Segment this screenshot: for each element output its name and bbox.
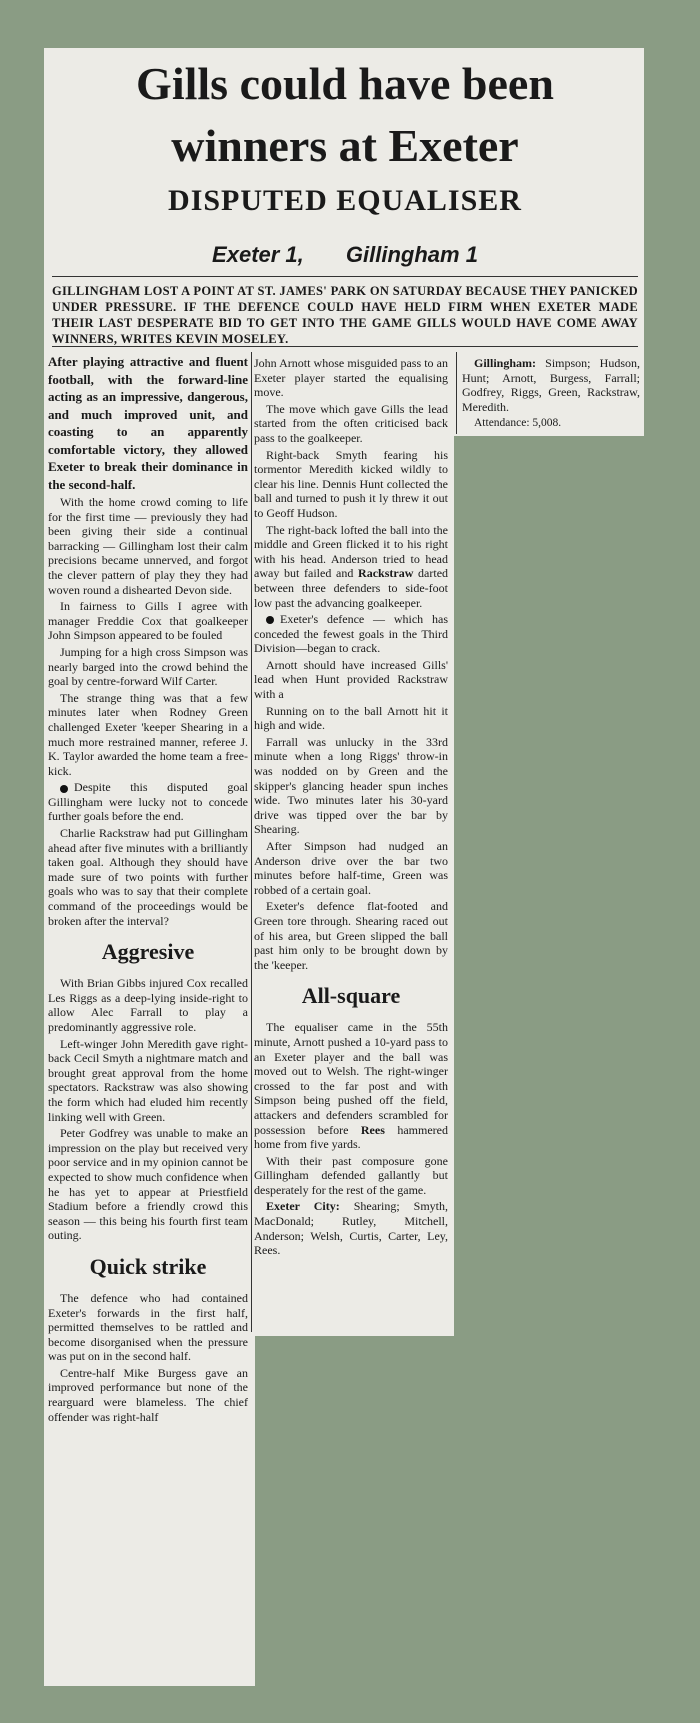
score-line — [50, 242, 640, 268]
paragraph: The right-back lofted the ball into the middle and Green flicked it to his right with his head. Anderson tried to head away but failed and Rackstraw darted between three defenders to side-foot low past the advancing goalkeeper. — [254, 522, 449, 610]
bullet-icon — [60, 785, 68, 793]
paragraph: Charlie Rackstraw had put Gillingham ahead after five minutes with a brilliantly taken goal. Although they should have made sure of two points with further goals who was to say that their complete command of the proceedings would be broken after the interval? — [48, 826, 248, 928]
lead-paragraph: After playing attractive and fluent football, with the forward-line acting as an impressive, dangerous, and much improved unit, and coasting to an apparently comfortable victory, they allowed Exeter to break their dominance in the second-half. — [48, 354, 248, 492]
headline-line-2: winners at Exeter — [171, 120, 519, 171]
article-column-1 — [48, 353, 248, 1426]
paragraph: Right-back Smyth fearing his tormentor Meredith kicked wildly to clear his line. Dennis Hunt collected the ball and turned to push it ly threw it out to Geoff Hudson. — [254, 447, 448, 520]
headline-line-1: Gills could have been — [136, 58, 554, 109]
score-home: Exeter 1, — [212, 242, 304, 267]
paragraph: The defence who had contained Exeter's forwards in the first half, permitted themselves to be rattled and become disorganised when the pressure was put on in the second half. — [48, 1290, 248, 1364]
score-away: Gillingham 1 — [345, 242, 478, 267]
subheadline: DISPUTED EQUALISER — [168, 184, 522, 217]
paragraph: The move which gave Gills the lead started from the often criticised back pass to the goalkeeper. — [254, 401, 448, 445]
article-column-2 — [254, 356, 448, 1260]
bullet-paragraph: Despite this disputed goal Gillingham were lucky not to concede further goals before the end. — [48, 780, 248, 824]
paragraph: Centre-half Mike Burgess gave an improved performance but none of the rearguard were blameless. The chief offender was right-half — [48, 1365, 248, 1424]
paragraph: Peter Godfrey was unable to make an impression on the play but received very poor service and in my opinion cannot be expected to show much confidence when he has yet to appear at Priestfield Stadium before a friendly crowd this season — this being his fourth first team outing. — [48, 1126, 248, 1243]
paragraph: With the home crowd coming to life for the first time — previously they had been giving their side a continual barracking — Gillingham lost their calm precisions became unnerved, and forgot the clever pattern of play they they had woven round a dishearted Devon side. — [48, 495, 248, 597]
player-name: Rackstraw — [358, 566, 414, 581]
bullet-icon — [266, 616, 274, 624]
article-column-3 — [462, 356, 640, 433]
paragraph: Exeter's defence flat-footed and Green tore through. Shearing raced out of his area, but Green slipped the ball past him only to be brought down by the 'keeper. — [254, 899, 448, 972]
section-heading-all-square: All-square — [301, 983, 401, 1009]
paragraph: With their past composure gone Gillingham defended gallantly but desperately for the rest of the game. — [254, 1153, 448, 1197]
intro-paragraph: GILLINGHAM LOST A POINT AT ST. JAMES' PARK ON SATURDAY BECAUSE THEY PANICKED UNDER PRESSURE. IF THE DEFENCE COULD HAVE HELD FIRM WHEN EXETER MADE THEIR LAST DESPERATE BID TO GET INTO THE GAME GILLS WOULD HAVE COME AWAY WINNERS, WRITES KEVIN MOSELEY. — [52, 284, 638, 346]
section-heading-aggresive: Aggresive — [101, 939, 195, 965]
paragraph: John Arnott whose misguided pass to an Exeter player started the equalising move. — [254, 356, 448, 400]
paragraph: Jumping for a high cross Simpson was nearly barged into the crowd behind the goal by centre-forward Wilf Carter. — [48, 644, 248, 689]
section-heading-quick-strike: Quick strike — [89, 1253, 207, 1279]
paragraph: The strange thing was that a few minutes later when Rodney Green challenged Exeter 'keeper Shearing in a much more restrained manner, referee J. K. Taylor awarded the home team a free-kick. — [48, 690, 248, 778]
player-name: Rees — [360, 1122, 385, 1137]
paragraph: Farrall was unlucky in the 33rd minute when a long Riggs' throw-in was nodded on by Green and the skipper's glancing header spun inches wide. Two minutes later his 30-yard drive was tipped over the bar by Shearing. — [254, 734, 448, 837]
column-rule — [251, 352, 252, 1332]
paragraph: The equaliser came in the 55th minute, Arnott pushed a 10-yard pass to an Exeter player and the ball was moved out to Welsh. The right-winger crossed to the far post and with Simpson being pushed off the field, attackers and defenders scrambled for possession before Rees hammered home from five yards. — [254, 1020, 448, 1152]
paragraph: After Simpson had nudged an Anderson drive over the bar two minutes before half-time, Green was robbed of a certain goal. — [254, 839, 448, 897]
paragraph: Running on to the ball Arnott hit it high and wide. — [254, 703, 448, 733]
bullet-paragraph: Exeter's defence — which has conceded the fewest goals in the Third Division—began to crack. — [254, 612, 448, 656]
team-lineup-gillingham: Gillingham: Simpson; Hudson, Hunt; Arnott, Burgess, Farrall; Godfrey, Riggs, Green, Rackstraw, Meredith. — [462, 356, 641, 414]
paragraph: Arnott should have increased Gills' lead when Hunt provided Rackstraw with a — [254, 657, 448, 702]
attendance: Attendance: 5,008. — [474, 417, 562, 430]
team-lineup-exeter: Exeter City: Shearing; Smyth, MacDonald; Rutley, Mitchell, Anderson; Welsh, Curtis, Carter, Ley, Rees. — [254, 1199, 448, 1258]
column-rule — [456, 352, 457, 434]
paragraph: Left-winger John Meredith gave right-back Cecil Smyth a nightmare match and brought great approval from the home spectators. Rackstraw was also showing the form which had eluded him recently linking well with Green. — [48, 1036, 248, 1124]
divider — [52, 276, 638, 277]
divider — [52, 346, 638, 347]
paragraph: In fairness to Gills I agree with manager Freddie Cox that goalkeeper John Simpson appeared to be fouled — [48, 599, 248, 643]
paragraph: With Brian Gibbs injured Cox recalled Les Riggs as a deep-lying inside-right to allow Alec Farrall to play a predominantly aggressive role. — [48, 976, 248, 1034]
